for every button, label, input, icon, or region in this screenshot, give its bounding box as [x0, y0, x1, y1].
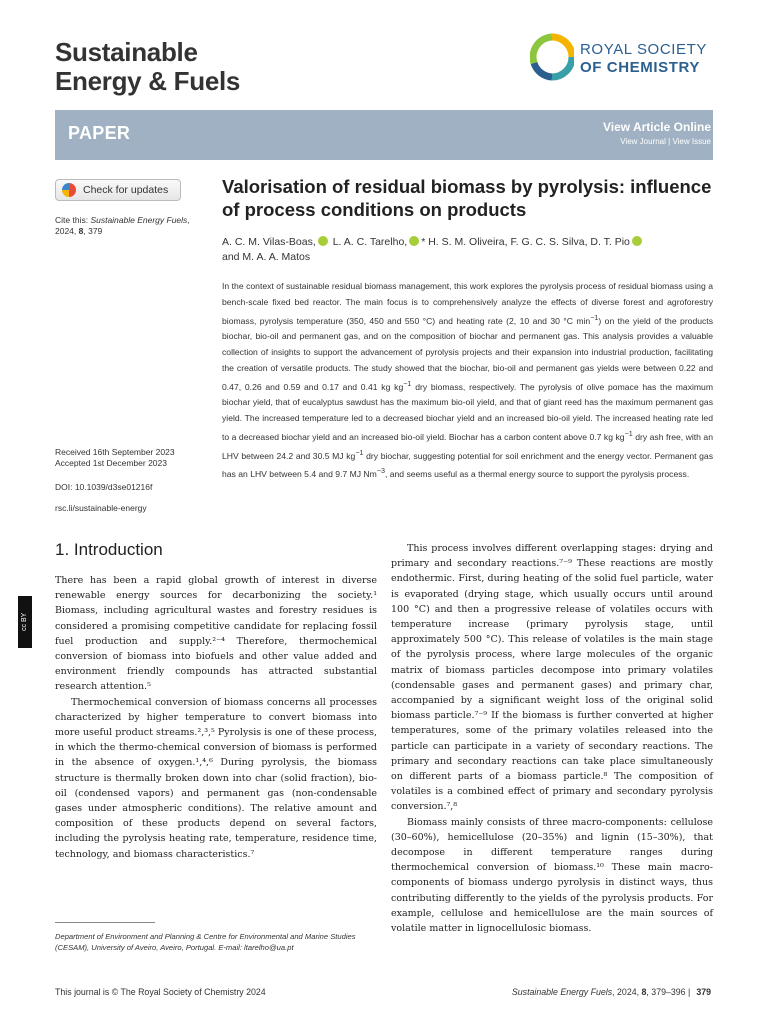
footnote-divider [55, 922, 155, 923]
check-for-updates-button[interactable] [55, 179, 181, 201]
citation [55, 215, 205, 237]
footer-citation [512, 987, 711, 997]
author-1[interactable]: A. C. M. Vilas-Boas, [222, 236, 316, 248]
rsc-logo-line1: ROYAL SOCIETY [580, 41, 707, 58]
footer-journal: Sustainable Energy Fuels [511, 987, 613, 997]
paragraph: There has been a rapid global growth of interest in diverse renewable energy sources for decarbonizing the society.¹ Biomass, including agricultural wastes and forestry residues is considered a promising competitive candidate for replacing fossil fuel production and supply.²⁻⁴ Therefore, thermochemical conversion of biomass into biofuels and other value added and environment friendly compounds has attracted substantial research attention.⁵ [55, 575, 377, 693]
footer-pages: , 379–396 [646, 987, 686, 997]
abstract-sup: −1 [590, 313, 599, 322]
abstract-text-1: In the context of sustainable residual biomass management, this work explores the pyrolysis process of residual biomass using a bench-scale fixed bed reactor. The main focus is to comprehensively analyze the effects of diverse forest and agroforestry biomass, pyrolysis temperature (350, 450 and 550 °C) and heating rate (2, 10 and 30 °C min [222, 281, 713, 326]
cc-by-badge[interactable]: cc BY [18, 596, 32, 648]
view-journal-link[interactable]: View Journal [620, 137, 666, 146]
abstract-text-6: , and seems useful as a thermal energy source to support the pyrolysis process. [384, 469, 690, 480]
paragraph: Biomass mainly consists of three macro-components: cellulose (30–60%), hemicellulose (20–35%) and lignin (15–30%), that decompose in different temperature ranges during thermochemical conversion of biomass.¹⁰ These main macro-components of biomass undergo pyrolysis in distinct ways, thus contributing differently to the yields of the pyrolysis products. For example, cellulose and hemicellulose are the main sources of volatile matter in lignocellulosic biomass. [391, 816, 713, 935]
section-heading: 1. Introduction [55, 540, 163, 559]
orcid-icon[interactable] [318, 236, 328, 246]
abstract-text-5: dry biochar, suggesting potential for soil enrichment and the energy vector. Permanent gas has an LHV between 5.4 and 9.7 MJ Nm [222, 450, 714, 480]
footer-volume: 8 [641, 987, 647, 997]
abstract [222, 279, 713, 483]
journal-title [55, 38, 240, 96]
orcid-icon[interactable] [632, 236, 642, 246]
author-3[interactable]: * H. S. M. Oliveira, F. G. C. S. Silva, D. T. Pio [421, 236, 630, 248]
rsc-emblem-icon [530, 33, 574, 83]
body-column-right [391, 541, 713, 936]
footer-year: , 2024, [612, 987, 642, 997]
journal-title-line1: Sustainable [55, 37, 198, 67]
body-column-left [55, 573, 377, 862]
article-title: Valorisation of residual biomass by pyrolysis: influence of process conditions on products [222, 176, 712, 220]
check-for-updates-label: Check for updates [83, 184, 169, 196]
page-number: 379 [696, 987, 711, 997]
footer-separator: | [688, 987, 691, 997]
view-links [620, 137, 711, 146]
journal-link[interactable]: rsc.li/sustainable-energy [55, 503, 147, 513]
cite-year: , 2024, [55, 215, 190, 236]
accepted-date: Accepted 1st December 2023 [55, 458, 167, 468]
abstract-sup: −1 [355, 448, 364, 457]
cite-volume: 8 [78, 226, 84, 236]
cite-journal: Sustainable Energy Fuels [90, 215, 188, 225]
cite-prefix: Cite this: [55, 215, 91, 225]
received-date: Received 16th September 2023 [55, 447, 175, 457]
author-4[interactable]: and M. A. A. Matos [222, 251, 311, 263]
author-list [222, 235, 717, 265]
abstract-text-4: dry ash free, with an LHV between 24.2 and 30.5 MJ kg [222, 431, 713, 461]
rsc-logo-line2: OF CHEMISTRY [580, 59, 700, 76]
abstract-sup: −3 [376, 467, 385, 476]
paragraph: This process involves different overlapping stages: drying and primary and secondary reactions.⁷⁻⁹ These reactions are mostly endothermic. First, during heating of the solid fuel particle, water is evaporated (drying stage, which usually occurs until around 100 °C) and then a progressive release of volatiles occurs with temperature increase (primary pyrolysis stage, until approximately 500 °C). This release of volatiles is the main stage of the pyrolysis process, where large molecules of the organic matrix of biomass particles decompose into primary volatiles (condensable gases and permanent gases) and primary char, accompanied by a significant weight loss of the original solid biomass particle.⁷⁻⁹ If the biomass is further converted at higher temperatures, some of the primary volatiles released into the particle can participate in a variety of secondary reactions. The primary and secondary reactions can take place simultaneously on different parts of a biomass particle.⁸ The composition of volatiles is a combined effect of primary and secondary pyrolysis conversion.⁷,⁸ [391, 543, 713, 813]
view-article-online-link[interactable]: View Article Online [602, 120, 711, 134]
paragraph: Thermochemical conversion of biomass concerns all processes characterized by higher temperature to convert biomass into more useful product streams.²,³,⁵ Pyrolysis is one of these process, in which the thermo-chemical conversion of biomass is performed in the absence of oxygen.¹,⁴,⁶ During pyrolysis, the biomass structure is thermally broken down into char (solid fraction), bio-oil (condensed vapors) and permanent gas (non-condensable gases under atmospheric conditions). The relative amount and composition of these products depend on several factors, including the pyrolysis heating rate, temperature, residence time, technology, and biomass characteristics.⁷ [55, 696, 377, 860]
footer-copyright: This journal is © The Royal Society of Chemistry 2024 [55, 987, 266, 997]
abstract-sup: −1 [403, 379, 412, 388]
doi[interactable]: DOI: 10.1039/d3se01216f [55, 482, 153, 492]
view-issue-link[interactable]: View Issue [672, 137, 711, 146]
affiliation-footnote: Department of Environment and Planning & Centre for Environmental and Marine Studies (CESAM), University of Aveiro, Aveiro, Portugal. E-mail: ltarelho@ua.pt [55, 932, 356, 952]
article-type-band [55, 110, 713, 160]
abstract-text-2: ) on the yield of the products biochar, bio-oil and permanent gas, and on the composition of biochar and permanent gas. This analysis provides a valuable collection of insights to support the advancement of pyrolysis projects and their expansion into industrial production, facilitating the creation of versatile products. The study showed that the biochar, bio-oil and permanent gas yields were between 0.22 and 0.47, 0.26 and 0.59 and 0.17 and 0.41 kg kg [222, 315, 713, 392]
abstract-sup: −1 [624, 429, 633, 438]
cite-page: , 379 [83, 226, 103, 236]
link-separator: | [668, 137, 671, 146]
author-2[interactable]: L. A. C. Tarelho, [332, 236, 408, 248]
journal-title-line2: Energy & Fuels [55, 66, 241, 96]
orcid-icon[interactable] [409, 236, 419, 246]
rsc-logo [530, 33, 715, 83]
received-dates [55, 447, 175, 469]
crossmark-icon [62, 183, 76, 197]
abstract-text-3: dry biomass, respectively. The pyrolysis of olive pomace has the maximum biochar yield, that of eucalyptus sawdust has the maximum bio-oil yield, and that of giant reed has the maximum permanent gas yield. The increased temperature led to a decreased biochar yield and an increased bio-oil yield. The increased heating rate led to a decreased biochar yield and an increased bio-oil yield. Biochar has a carbon content above 0.7 kg kg [222, 381, 713, 442]
article-type-label: PAPER [68, 123, 131, 143]
